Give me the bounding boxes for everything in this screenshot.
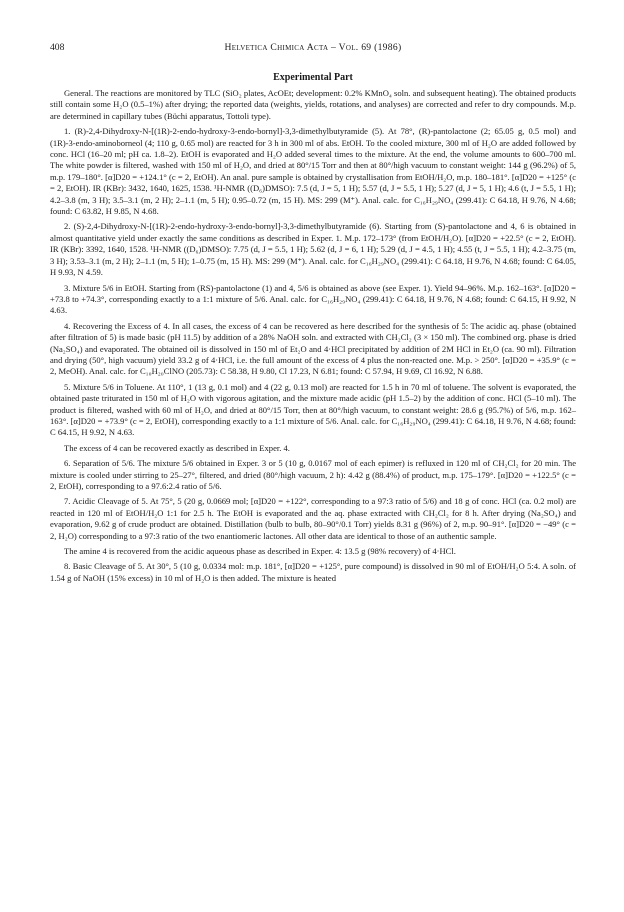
- article-body: [50, 88, 576, 588]
- page-header: [50, 42, 576, 56]
- paragraph-exper-1: 1. (R)-2,4-Dihydroxy-N-[(1R)-2-endo-hydroxy-3-endo-bornyl]-3,3-dimethylbutyramide (5). At 78°, (R)-pantolactone (2; 65.05 g, 0.5 mol) and (1R)-3-endo-aminoborneol (4; 110 g, 0.65 mol) are reacted for 3 h in 300 ml of abs. EtOH. To the cooled mixture, 300 ml of H₂O are added followed by conc. HCl (16–20 ml; pH ca. 1.8–2). EtOH is evaporated and H₂O added several times to the mixture. At the end, the volume amounts to 600–700 ml. The white powder is filtered, washed with 150 ml of H₂O, and dried at 80°/15 Torr and then at 80°/high vacuum to constant weight: 144 g (96.2%) of 5, m.p. 179–180°. [α]D20 = +124.1° (c = 2, EtOH). An anal. pure sample is obtained by crystallisation from EtOH/H₂O, m.p. 180–181°. [α]D20 = +125° (c = 2, EtOH). IR (KBr): 3432, 1640, 1625, 1538. ¹H-NMR ((D₆)DMSO): 7.5 (d, J = 5, 1 H); 5.57 (d, J = 5.5, 1 H); 5.27 (d, J = 5, 1 H); 4.6 (t, J = 5.5, 1 H); 4.2–3.8 (m, 3 H); 3.5–3.1 (m, 2 H); 2–1.1 (m, 5 H); 0.95–0.72 (m, 15 H). MS: 299 (M⁺). Anal. calc. for C₁₆H₂₉NO₄ (299.41): C 64.18, H 9.76, N 4.68; found: C 63.82, H 9.85, N 4.68.: [50, 126, 576, 217]
- paragraph-exper-7-note: The amine 4 is recovered from the acidic aqueous phase as described in Exper. 4: 13.5 g (98% recovery) of 4·HCl.: [64, 546, 456, 557]
- paragraph-exper-6: 6. Separation of 5/6. The mixture 5/6 obtained in Exper. 3 or 5 (10 g, 0.0167 mol of each epimer) is refluxed in 120 ml of CH₂Cl₂ for 20 min. The mixture is cooled under stirring to 25–27°, filtered, and dried (80°/high vacuum, 2 h): 4.42 g (88.4%) of product, m.p. 175–179°. [α]D20 = +122.5° (c = 2, EtOH), corresponding to a 97.6:2.4 ratio of 5/6.: [50, 458, 576, 491]
- paragraph-exper-5: 5. Mixture 5/6 in Toluene. At 110°, 1 (13 g, 0.1 mol) and 4 (22 g, 0.13 mol) are reacted for 1.5 h in 70 ml of toluene. The solvent is evaporated, the obtained paste triturated in 150 ml of H₂O with vigorous agitation, and the mixture made acidic (pH 1.5–2) by the addition of conc. HCl (5–10 ml). The product is filtered, washed with 60 ml of H₂O, and dried at 80°/15 Torr, then at 80°/high vacuum, to constant weight: 28.6 g (95.7%) of 5/6, m.p. 162–163°. [α]D20 = +73.9° (c = 2, EtOH), corresponding exactly to a 1:1 mixture of 5/6. Anal. calc. for C₁₆H₂₉NO₄ (299.41): C 64.18, H 9.76, N 4.68; found: C 64.15, H 9.92, N 4.63.: [50, 381, 576, 438]
- paragraph-exper-2: 2. (S)-2,4-Dihydroxy-N-[(1R)-2-endo-hydroxy-3-endo-bornyl]-3,3-dimethylbutyramide (6). Starting from (S)-pantolactone and 4, 6 is obtained in almost quantitative yield under exactly the same conditions as described in Exper. 1. M.p. 172–173° (from EtOH/H₂O). [α]D20 = +22.5° (c = 2, EtOH). IR (KBr): 3392, 1640, 1528. ¹H-NMR ((D₆)DMSO): 7.75 (d, J = 5.5, 1 H); 5.62 (d, J = 6, 1 H); 5.29 (d, J = 4.5, 1 H); 4.55 (t, J = 5.5, 1 H); 4.2–3.75 (m, 3 H); 3.53–3.1 (m, 2 H); 2–1.1 (m, 5 H); 1–0.75 (m, 15 H). MS: 299 (M⁺). Anal. calc. for C₁₆H₂₉NO₄ (299.41): C 64.18, H 9.76, N 4.68; found: C 64.05, H 9.93, N 4.59.: [50, 221, 576, 278]
- paragraph-exper-4: 4. Recovering the Excess of 4. In all cases, the excess of 4 can be recovered as here described for the synthesis of 5: The acidic aq. phase (obtained after filtration of 5) is made basic (pH 11.5) by addition of a 28% NaOH soln. and extracted with CH₂Cl₂ (3 × 150 ml). The combined org. phase is dried (Na₂SO₄) and evaporated. The obtained oil is dissolved in 150 ml of Et₂O and 4·HCl precipitated by addition of 2M HCl in Et₂O (ca. 90 ml). Filtration and drying (50°, high vacuum) yield 33.2 g of 4·HCl, i.e. the full amount of the excess of 4 plus the non-reacted one. M.p. > 250°. [α]D20 = +35.9° (c = 2, MeOH). Anal. calc. for C₁₀H₂₀ClNO (205.73): C 58.38, H 9.80, Cl 17.23, N 6.81; found: C 57.94, H 9.69, Cl 16.92, N 6.88.: [50, 320, 576, 377]
- paragraph-exper-7: 7. Acidic Cleavage of 5. At 75°, 5 (20 g, 0.0669 mol; [α]D20 = +122°, corresponding to a 97:3 ratio of 5/6) and 18 g of conc. HCl (ca. 0.2 mol) are reacted in 120 ml of EtOH/H₂O 1:1 for 2.5 h. The EtOH is evaporated and the aq. phase extracted with CH₂Cl₂ for 8 h. After drying (Na₂SO₄) and evaporation, 9.62 g of crude product are obtained. Distillation (bulb to bulb, 80–90°/0.1 Torr) yields 8.31 g (96%) of 2, m.p. 90–91°. [α]D20 = −49° (c = 2, H₂O) corresponding to a 97:3 ratio of the two enantiomeric lactones. All other data are identical to those of an authentic sample.: [50, 496, 576, 541]
- paragraph-general: General. The reactions are monitored by TLC (SiO₂ plates, AcOEt; development: 0.2% KMnO₄ soln. and subsequent heating). The obtained products still contain some H₂O (0.5–1%) after drying; the reported data (weights, yields, rotations, and analyses) are corrected and refer to dry compounds. M.p. are determined in capillary tubes (Büchi apparatus, Tottoli type).: [50, 88, 576, 121]
- paragraph-exper-5-note: The excess of 4 can be recovered exactly as described in Exper. 4.: [64, 442, 290, 453]
- section-title: Experimental Part: [273, 72, 353, 83]
- page-number: 408: [50, 42, 65, 53]
- journal-running-head: Helvetica Chimica Acta – Vol. 69 (1986): [224, 42, 402, 53]
- paragraph-exper-8: 8. Basic Cleavage of 5. At 30°, 5 (10 g, 0.0334 mol: m.p. 181°, [α]D20 = +125°, pure compound) is dissolved in 90 ml of EtOH/H₂O 5:4. A soln. of 1.54 g of NaOH (15% excess) in 10 ml of H₂O is then added. The mixture is heated: [50, 561, 576, 583]
- paragraph-exper-3: 3. Mixture 5/6 in EtOH. Starting from (RS)-pantolactone (1) and 4, 5/6 is obtained as above (see Exper. 1). Yield 94–96%. M.p. 162–163°. [α]D20 = +73.8 to +74.3°, corresponding exactly to a 1:1 mixture of 5/6. Anal. calc. for C₁₆H₂₉NO₄ (299.41): C 64.18, H 9.76, N 4.68; found: C 64.15, H 9.92, N 4.63.: [50, 282, 576, 316]
